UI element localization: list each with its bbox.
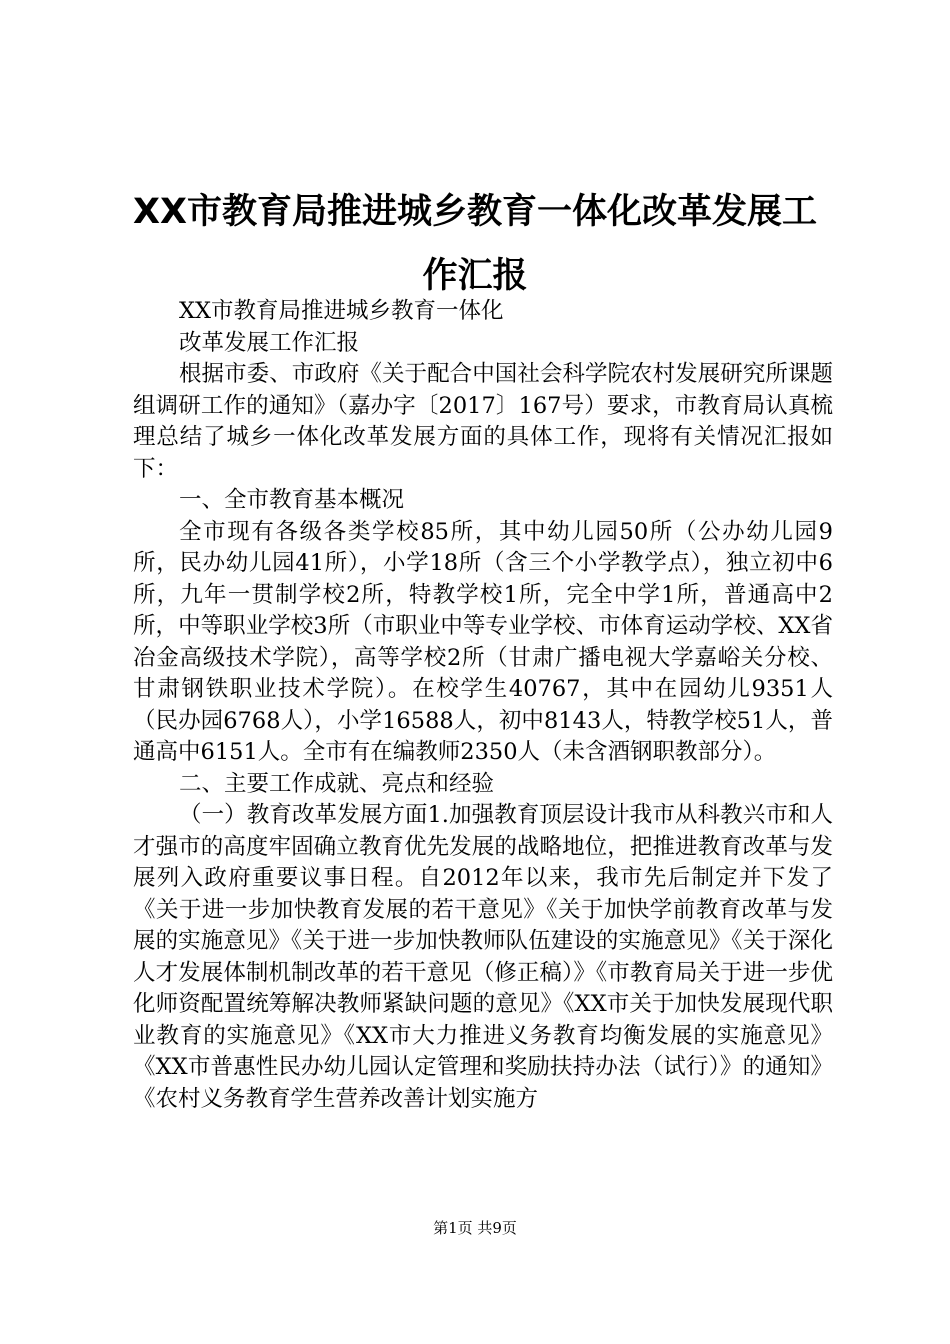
subtitle-line-2: 改革发展工作汇报 bbox=[179, 329, 360, 356]
section-heading-1: 一、全市教育基本概况 bbox=[179, 487, 405, 513]
document-title-line-1: XX市教育局推进城乡教育一体化改革发展工 bbox=[133, 192, 817, 232]
intro-paragraph: 根据市委、市政府《关于配合中国社会科学院农村发展研究所课题组调研工作的通知》（嘉办字〔2017〕167号）要求，市教育局认真梳理总结了城乡一体化改革发展方面的具体工作，现将有关情况汇报如下： bbox=[133, 361, 833, 482]
reform-paragraph: （一）教育改革发展方面1.加强教育顶层设计我市从科教兴市和人才强市的高度牢固确立教育优先发展的战略地位，把推进教育改革与发展列入政府重要议事日程。自2012年以来，我市先后制定并下发了《关于进一步加快教育发展的若干意见》《关于加快学前教育改革与发展的实施意见》《关于进一步加快教师队伍建设的实施意见》《关于深化人才发展体制机制改革的若干意见（修正稿）》《市教育局关于进一步优化师资配置统筹解决教师紧缺问题的意见》《XX市关于加快发展现代职业教育的实施意见》《XX市大力推进义务教育均衡发展的实施意见》《XX市普惠性民办幼儿园认定管理和奖励扶持办法（试行）》的通知》《农村义务教育学生营养改善计划实施方 bbox=[133, 802, 833, 1112]
subtitle-line-1: XX市教育局推进城乡教育一体化 bbox=[179, 298, 504, 324]
document-title-line-2: 作汇报 bbox=[422, 256, 528, 296]
page-footer: 第1页 共9页 bbox=[433, 1219, 517, 1237]
overview-paragraph: 全市现有各级各类学校85所，其中幼儿园50所（公办幼儿园9所，民办幼儿园41所），小学18所（含三个小学教学点），独立初中6所，九年一贯制学校2所，特教学校1所，完全中学1所，普通高中2所，中等职业学校3所（市职业中等专业学校、市体育运动学校、XX省冶金高级技术学院），高等学校2所（甘肃广播电视大学嘉峪关分校、甘肃钢铁职业技术学院）。在校学生40767，其中在园幼儿9351人（民办园6768人），小学16588人，初中8143人，特教学校51人，普通高中6151人。全市有在编教师2350人（未含酒钢职教部分）。 bbox=[133, 518, 833, 765]
document-body bbox=[133, 296, 833, 1115]
section-heading-2: 二、主要工作成就、亮点和经验 bbox=[179, 770, 495, 797]
document-title bbox=[120, 180, 830, 308]
